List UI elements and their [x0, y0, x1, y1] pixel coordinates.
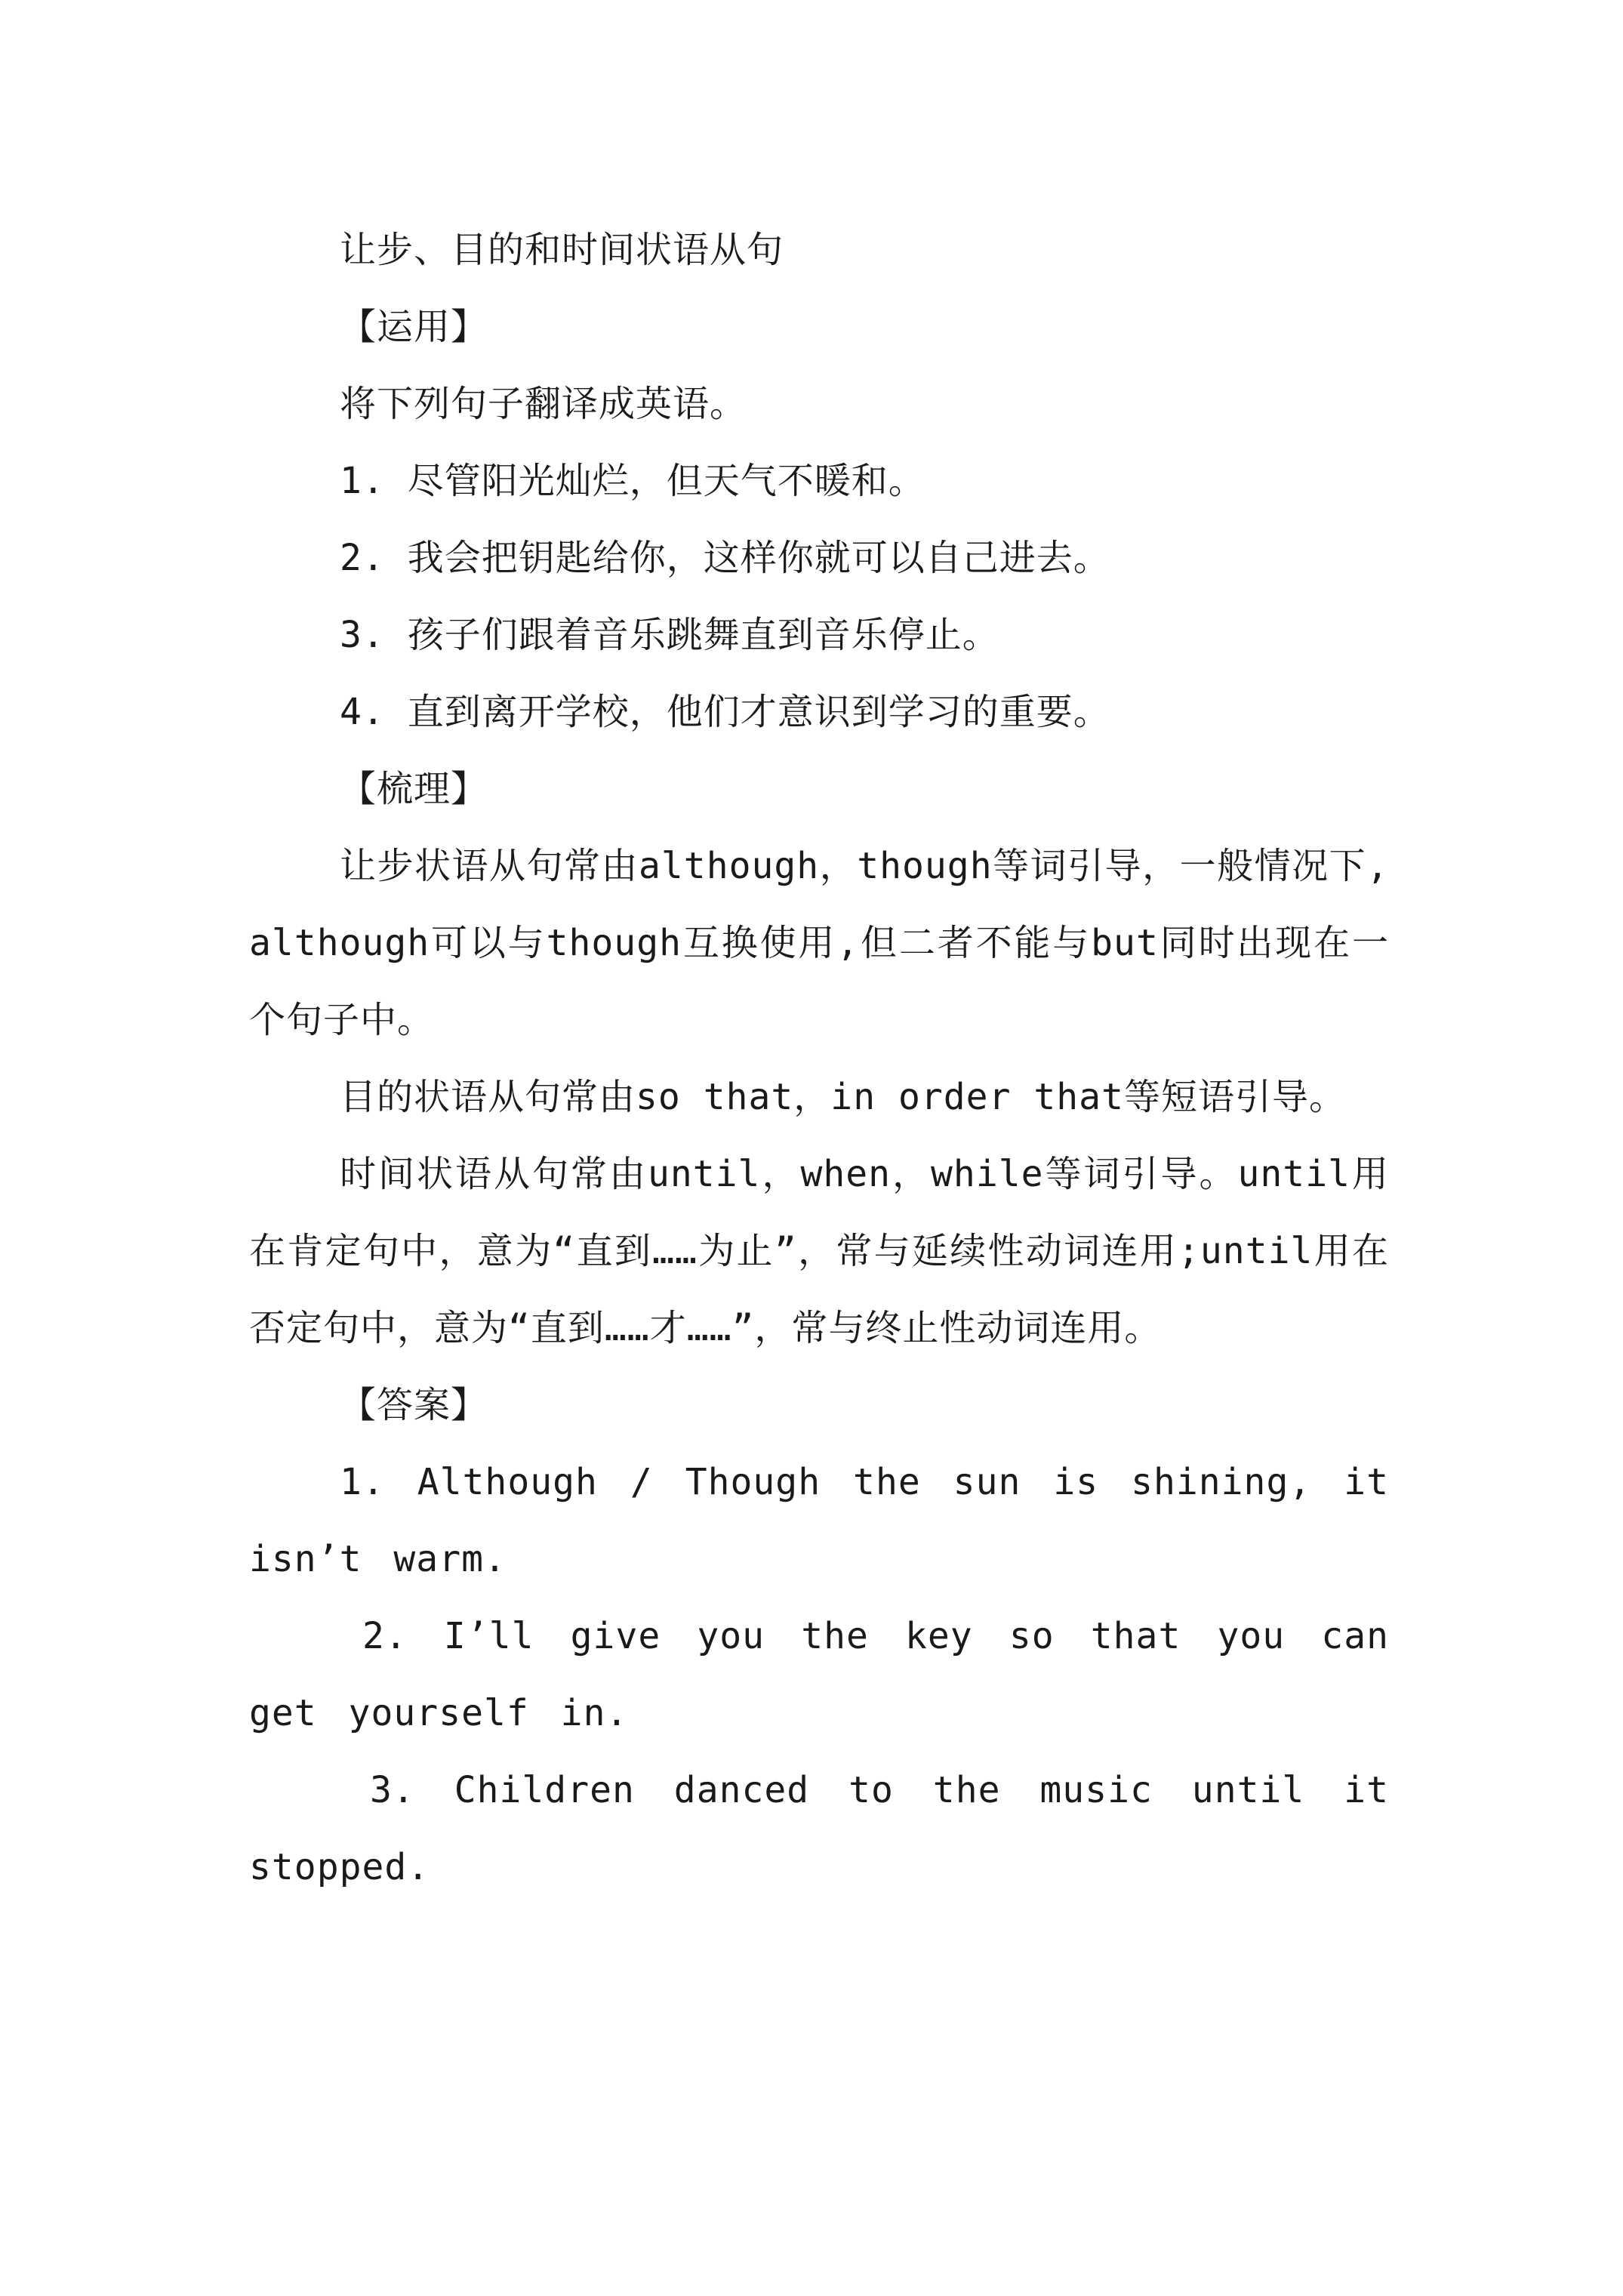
answer-item: 3. Children danced to the music until it stopped.	[249, 1769, 1389, 1888]
question-item: 1. 尽管阳光灿烂，但天气不暖和。	[340, 460, 925, 502]
review-paragraph: 时间状语从句常由until，when，while等词引导。until用在肯定句中，意为“直到……为止”，常与延续性动词连用;until用在否定句中，意为“直到……才……”，常与终止性动词连用。	[249, 1153, 1389, 1349]
question-item: 2. 我会把钥匙给你，这样你就可以自己进去。	[340, 537, 1110, 579]
section-heading-apply: 【运用】	[340, 306, 488, 348]
document-body	[249, 211, 1389, 1906]
question-item: 3. 孩子们跟着音乐跳舞直到音乐停止。	[340, 614, 999, 656]
section-heading-answers: 【答案】	[340, 1384, 488, 1426]
instruction-text: 将下列句子翻译成英语。	[340, 383, 747, 425]
review-paragraph: 目的状语从句常由so that，in order that等短语引导。	[340, 1076, 1346, 1118]
question-item: 4. 直到离开学校，他们才意识到学习的重要。	[340, 691, 1110, 733]
section-heading-review: 【梳理】	[340, 768, 488, 810]
answer-item: 2. I’ll give you the key so that you can get yourself in.	[249, 1615, 1389, 1734]
document-title: 让步、目的和时间状语从句	[340, 229, 784, 271]
review-paragraph: 让步状语从句常由although，though等词引导，一般情况下,although可以与though互换使用,但二者不能与but同时出现在一个句子中。	[249, 845, 1389, 1041]
answer-item: 1. Although / Though the sun is shining, it isn’t warm.	[249, 1461, 1389, 1580]
